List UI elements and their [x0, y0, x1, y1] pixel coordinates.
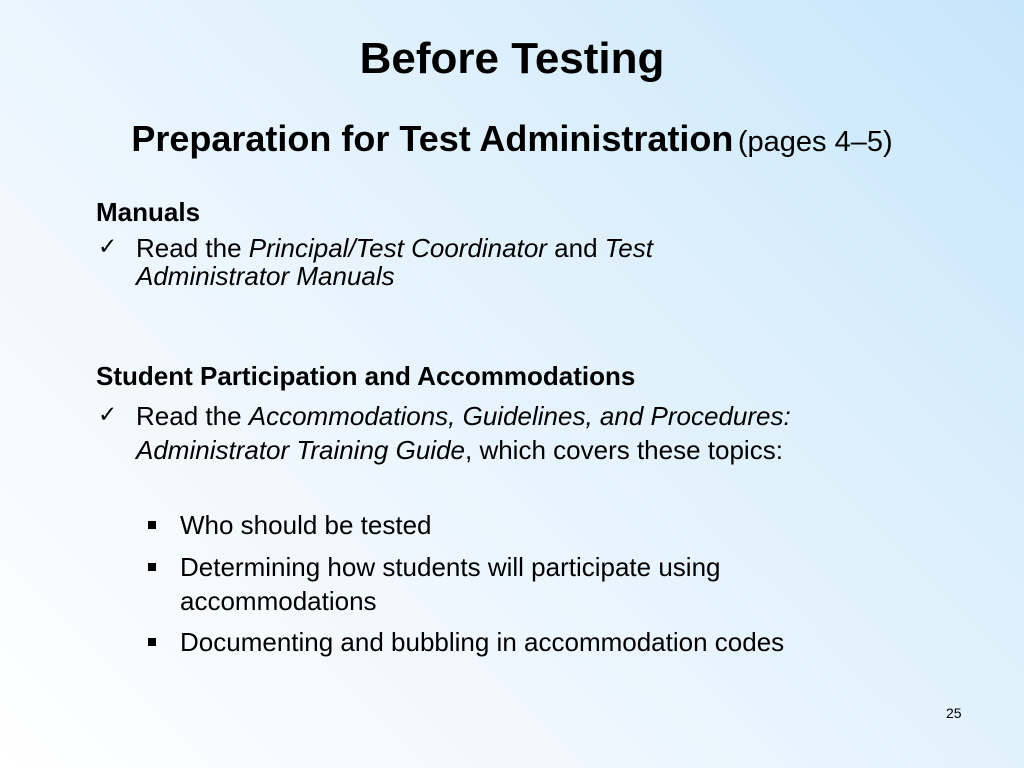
bullet-square-icon — [148, 638, 156, 646]
checkmark-icon: ✓ — [98, 233, 118, 259]
bullet-item: Determining how students will participate using — [180, 552, 721, 582]
subtitle-main: Preparation for Test Administration — [131, 118, 734, 159]
slide-subtitle — [0, 116, 1024, 170]
manuals-item-line1: Read the Principal/Test Coordinator and Test — [136, 233, 653, 263]
slide-title: Before Testing — [359, 34, 665, 83]
subtitle-pages: (pages 4–5) — [737, 126, 893, 158]
participation-heading: Student Participation and Accommodations — [96, 361, 636, 391]
bullet-square-icon — [148, 563, 156, 571]
page-number: 25 — [946, 705, 962, 721]
participation-item-line1: Read the Accommodations, Guidelines, and Procedures: — [136, 401, 791, 431]
checkmark-icon: ✓ — [98, 401, 118, 427]
bullet-item: Documenting and bubbling in accommodation codes — [180, 627, 785, 657]
participation-item-line2: Administrator Training Guide, which covers these topics: — [136, 435, 783, 465]
bullet-item: Who should be tested — [180, 510, 432, 540]
manuals-heading: Manuals — [96, 197, 201, 227]
bullet-item-continuation: accommodations — [180, 586, 377, 616]
bullet-square-icon — [148, 521, 156, 529]
manuals-item-line2: Administrator Manuals — [136, 261, 395, 291]
